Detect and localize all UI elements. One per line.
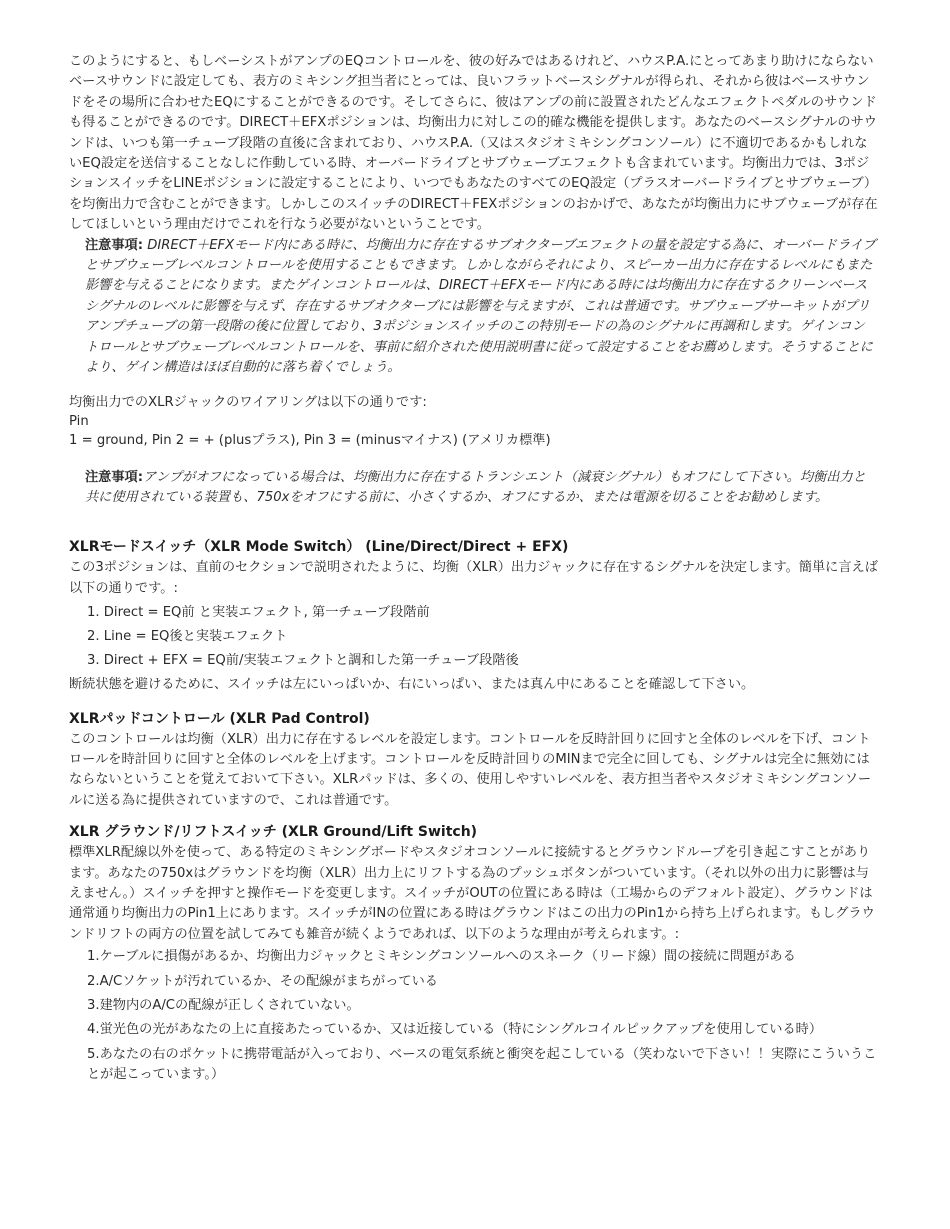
list-item: 2.A/Cソケットが汚れているか、その配線がまちがっている: [87, 973, 438, 989]
list-item: 1. Direct = EQ前 と実装エフェクト, 第一チューブ段階前: [87, 605, 430, 621]
list-item: 1.ケーブルに損傷があるか、均衡出力ジャックとミキシングコンソールへのスネーク（リード線）間の接続に問題がある: [87, 949, 796, 965]
wiring-intro: 均衡出力でのXLRジャックのワイアリングは以下の通りです:: [69, 394, 427, 410]
list-item: 4.蛍光色の光があなたの上に直接あたっているか、又は近接している（特にシングルコイルピックアップを使用している時）: [87, 1022, 823, 1038]
note-label: 注意事項:: [85, 469, 144, 485]
heading-xlr-ground-lift: XLR グラウンド/リフトスイッチ (XLR Ground/Lift Switch): [69, 824, 478, 841]
mode-switch-footer: 断続状態を避けるために、スイッチは左にいっぱいか、右にいっぱい、または真ん中にあることを確認して下さい。: [69, 677, 755, 693]
wiring-pin: Pin: [69, 413, 89, 429]
list-item: 5.あなたの右のポケットに携帯電話が入っており、ベースの電気系統と衝突を起こしている（笑わないで下さい！！実際にこういうことが起こっています。）: [87, 1046, 877, 1083]
pad-control-body: このコントロールは均衡（XLR）出力に存在するレベルを設定します。コントロールを反時計回りに回すと全体のレベルを下げ、コントロールを時計回りに回すと全体のレベルを上げます。コントロールを反時計回りのMINまで完全に回しても、シグナルは完全に無効にはならないということを覚えておいて下さい。XLRパッドは、多くの、使用しやすいレベルを、表方担当者やスタジオミキシングコンソールに送る為に提供されていますので、これは普通です。: [69, 731, 872, 808]
mode-switch-body: この3ポジションは、直前のセクションで説明されたように、均衡（XLR）出力ジャックに存在するシグナルを決定します。簡単に言えば以下の通りです。:: [69, 560, 878, 596]
xlr-wiring-section: [69, 393, 878, 450]
note-eq-efx: [85, 236, 878, 379]
wiring-detail: 1 = ground, Pin 2 = + (plusプラス), Pin 3 = (minusマイナス) (アメリカ標準): [69, 432, 551, 448]
intro-paragraph: このようにすると、もしベーシストがアンプのEQコントロールを、彼の好みではあるけれど、ハウスP.A.にとってあまり助けにならないベースサウンドに設定しても、表方のミキシング担当者にとっては、良いフラットベースシグナルが得られ、それから彼はベースサウンドをその場所に合わせたEQにすることができるのです。そしてさらに、彼はアンプの前に設置されたどんなエフェクトペダルのサウンドも得ることができるのです。DIRECT＋EFXポジションは、均衡出力に対しこの的確な機能を提供します。あなたのベースシグナルのサウンドは、いつも第一チューブ段階の直後に含まれており、ハウスP.A.（又はスタジオミキシングコンソール）に不適切であるかもしれないEQ設定を送信することなしに作動している時、オーバードライブとサブウェーブエフェクトも含まれています。均衡出力では、3ポジションスイッチをLINEポジションに設定することにより、いつでもあなたのすべてのEQ設定（プラスオーバードライブとサブウェーブ）を均衡出力で含むことができます。しかしこのスイッチのDIRECT＋FEXポジションのおかげで、あなたが均衡出力にサブウェーブが存在してほしいという理由だけでこれを行なう必要がないということです。: [69, 54, 878, 233]
list-item: 3.建物内のA/Cの配線が正しくされていない。: [87, 998, 360, 1013]
ground-lift-causes-list: [69, 947, 878, 1085]
list-item: 2. Line = EQ後と実装エフェクト: [87, 629, 288, 645]
heading-xlr-mode-switch: XLRモードスイッチ（XLR Mode Switch） (Line/Direct/Direct + EFX): [69, 539, 569, 556]
note-label: 注意事項:: [85, 237, 144, 253]
heading-xlr-pad-control: XLRパッドコントロール (XLR Pad Control): [69, 710, 370, 727]
ground-lift-body: 標準XLR配線以外を使って、ある特定のミキシングボードやスタジオコンソールに接続するとグラウンドループを引き起こすことがあります。あなたの750xはグラウンドを均衡（XLR）出力上にリフトする為のプッシュボタンがついています。（それ以外の出力に影響は与えません。）スイッチを押すと操作モードを変更します。スイッチがOUTの位置にある時は（工場からのデフォルト設定）、グラウンドは通常通り均衡出力のPin1上にあります。スイッチがINの位置にある時はグラウンドはこの出力のPin1から持ち上げられます。もしグラウンドリフトの両方の位置を試してみても雑音が続くようであれば、以下のような理由が考えられます。:: [69, 845, 875, 942]
list-item: 3. Direct + EFX = EQ前/実装エフェクトと調和した第一チューブ段階後: [87, 653, 519, 669]
note-power-off: [85, 468, 878, 509]
note-text: アンプがオフになっている場合は、均衡出力に存在するトランシエント（減衰シグナル）もオフにして下さい。均衡出力と共に使用されている装置も、750xをオフにする前に、小さくするか、オフにするか、または電源を切ることをお勧めします。: [85, 469, 866, 505]
mode-switch-list: [69, 601, 878, 673]
note-text: DIRECT＋EFXモード内にある時に、均衡出力に存在するサブオクターブエフェクトの量を設定する為に、オーバードライブとサブウェーブレベルコントロールを使用することもできます。しかしながらそれにより、スピーカー出力に存在するレベルにもまた影響を与えることになります。またゲインコントロールは、DIRECT＋EFXモード内にある時には均衡出力に存在するクリーンベースシグナルのレベルに影響を与えず、存在するサブオクターブには影響を与えますが、これは普通です。サブウェーブサーキットがプリアンプチューブの第一段階の後に位置しており、3ポジションスイッチのこの特別モードの為のシグナルに再調和します。ゲインコントロールとサブウェーブレベルコントロールを、事前に紹介された使用説明書に従って設定することをお薦めします。そうすることにより、ゲイン構造はほぼ自動的に落ち着くでしょう。: [85, 237, 876, 376]
